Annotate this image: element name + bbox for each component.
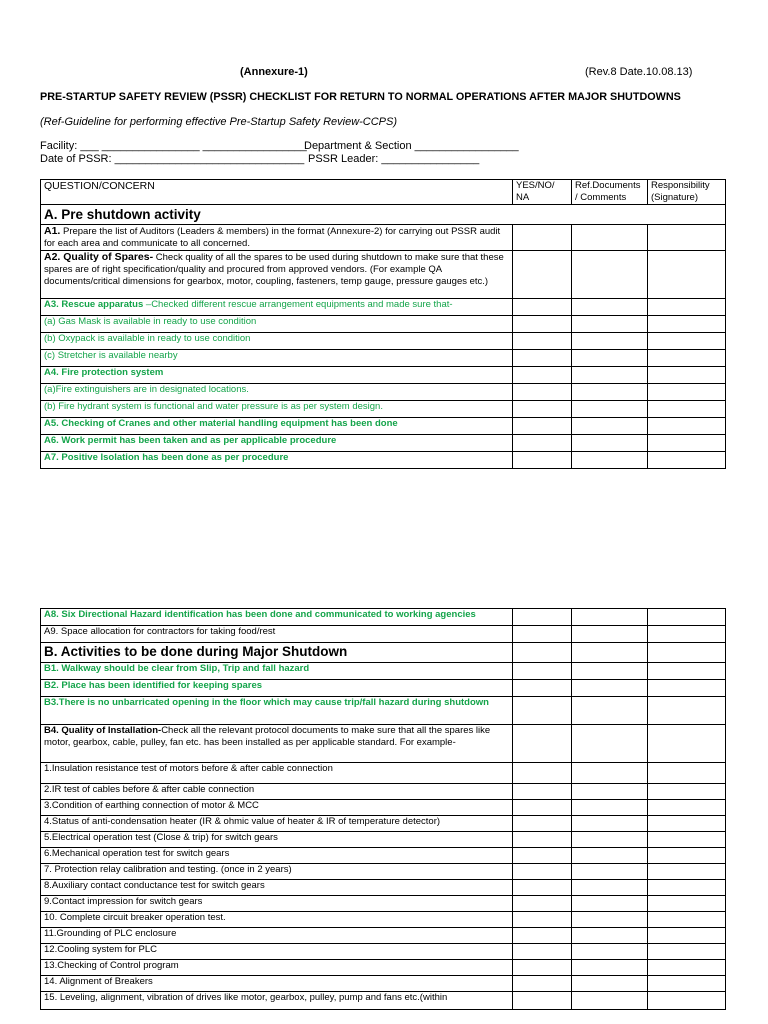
comments-cell[interactable]	[572, 848, 648, 864]
comments-cell[interactable]	[572, 680, 648, 697]
table-row: B3.There is no unbarricated opening in the floor which may cause trip/fall hazard during shutdown	[41, 697, 726, 725]
signature-cell[interactable]	[648, 912, 726, 928]
column-question: QUESTION/CONCERN	[41, 180, 513, 205]
comments-cell[interactable]	[572, 725, 648, 763]
comments-cell[interactable]	[572, 418, 648, 435]
comments-cell[interactable]	[572, 350, 648, 367]
revision-label: (Rev.8 Date.10.08.13)	[585, 66, 693, 78]
table-row: (c) Stretcher is available nearby	[41, 350, 726, 367]
yesno-cell[interactable]	[513, 832, 572, 848]
column-yesno: YES/NO/ NA	[513, 180, 572, 205]
signature-cell[interactable]	[648, 928, 726, 944]
facility-field: Facility: ___ ________________ _________________	[40, 140, 307, 152]
table-row: A4. Fire protection system	[41, 367, 726, 384]
comments-cell[interactable]	[572, 992, 648, 1010]
table-row: A7. Positive Isolation has been done as per procedure	[41, 452, 726, 469]
table-row: 6.Mechanical operation test for switch gears	[41, 848, 726, 864]
comments-cell[interactable]	[572, 401, 648, 418]
table-row: 13.Checking of Control program	[41, 960, 726, 976]
signature-cell[interactable]	[648, 697, 726, 725]
comments-cell[interactable]	[572, 864, 648, 880]
yesno-cell[interactable]	[513, 333, 572, 350]
table-row: (b) Oxypack is available in ready to use condition	[41, 333, 726, 350]
yesno-cell[interactable]	[513, 251, 572, 299]
column-responsibility: Responsibility (Signature)	[648, 180, 726, 205]
table-row: A3. Rescue apparatus –Checked different rescue arrangement equipments and made sure that-	[41, 299, 726, 316]
table-row: 2.IR test of cables before & after cable connection	[41, 784, 726, 800]
table-row: (b) Fire hydrant system is functional and water pressure is as per system design.	[41, 401, 726, 418]
yesno-cell[interactable]	[513, 452, 572, 469]
signature-cell[interactable]	[648, 848, 726, 864]
date-field: Date of PSSR: _______________________________	[40, 153, 305, 165]
signature-cell[interactable]	[648, 680, 726, 697]
checklist-table-2	[40, 608, 726, 1010]
yesno-cell[interactable]	[513, 848, 572, 864]
signature-cell[interactable]	[648, 401, 726, 418]
reference-line: (Ref-Guideline for performing effective Pre-Startup Safety Review-CCPS)	[40, 116, 398, 128]
comments-cell[interactable]	[572, 896, 648, 912]
signature-cell[interactable]	[648, 251, 726, 299]
table-row: A8. Six Directional Hazard identification has been done and communicated to working agencies	[41, 609, 726, 626]
table-row: 10. Complete circuit breaker operation test.	[41, 912, 726, 928]
yesno-cell[interactable]	[513, 912, 572, 928]
yesno-cell[interactable]	[513, 784, 572, 800]
table-row: 11.Grounding of PLC enclosure	[41, 928, 726, 944]
comments-cell[interactable]	[572, 316, 648, 333]
yesno-cell[interactable]	[513, 896, 572, 912]
comments-cell[interactable]	[572, 763, 648, 784]
yesno-cell[interactable]	[513, 976, 572, 992]
yesno-cell[interactable]	[513, 384, 572, 401]
yesno-cell[interactable]	[513, 367, 572, 384]
signature-cell[interactable]	[648, 864, 726, 880]
signature-cell[interactable]	[648, 976, 726, 992]
comments-cell[interactable]	[572, 626, 648, 643]
signature-cell[interactable]	[648, 880, 726, 896]
yesno-cell[interactable]	[513, 609, 572, 626]
signature-cell[interactable]	[648, 452, 726, 469]
yesno-cell[interactable]	[513, 725, 572, 763]
section-b-title: B. Activities to be done during Major Shutdown	[44, 644, 348, 659]
yesno-cell[interactable]	[513, 864, 572, 880]
comments-cell[interactable]	[572, 960, 648, 976]
comments-cell[interactable]	[572, 452, 648, 469]
table-row: 3.Condition of earthing connection of motor & MCC	[41, 800, 726, 816]
signature-cell[interactable]	[648, 418, 726, 435]
yesno-cell[interactable]	[513, 816, 572, 832]
comments-cell[interactable]	[572, 435, 648, 452]
table-row: A1. Prepare the list of Auditors (Leaders & members) in the format (Annexure-2) for carrying out PSSR audit for each area and communicate to all concerned.	[41, 225, 726, 251]
comments-cell[interactable]	[572, 225, 648, 251]
comments-cell[interactable]	[572, 299, 648, 316]
comments-cell[interactable]	[572, 251, 648, 299]
signature-cell[interactable]	[648, 816, 726, 832]
signature-cell[interactable]	[648, 299, 726, 316]
signature-cell[interactable]	[648, 960, 726, 976]
section-b-row	[41, 643, 726, 663]
yesno-cell[interactable]	[513, 299, 572, 316]
comments-cell[interactable]	[572, 333, 648, 350]
yesno-cell[interactable]	[513, 435, 572, 452]
table-row: B2. Place has been identified for keeping spares	[41, 680, 726, 697]
department-field: Department & Section _________________	[304, 140, 519, 152]
signature-cell[interactable]	[648, 784, 726, 800]
yesno-cell[interactable]	[513, 316, 572, 333]
leader-field: PSSR Leader: ________________	[308, 153, 480, 165]
comments-cell[interactable]	[572, 800, 648, 816]
yesno-cell[interactable]	[513, 401, 572, 418]
table-row: B4. Quality of Installation-Check all the relevant protocol documents to make sure that all the spares like motor, gearbox, cable, pulley, fan etc. has been installed as per applicable standard. For example-	[41, 725, 726, 763]
comments-cell[interactable]	[572, 928, 648, 944]
yesno-cell[interactable]	[513, 225, 572, 251]
comments-cell[interactable]	[572, 784, 648, 800]
signature-cell[interactable]	[648, 609, 726, 626]
signature-cell[interactable]	[648, 725, 726, 763]
signature-cell[interactable]	[648, 944, 726, 960]
table-header-row	[41, 180, 726, 205]
yesno-cell[interactable]	[513, 350, 572, 367]
yesno-cell[interactable]	[513, 928, 572, 944]
table-row: (a)Fire extinguishers are in designated locations.	[41, 384, 726, 401]
comments-cell[interactable]	[572, 912, 648, 928]
table-row: 8.Auxiliary contact conductance test for switch gears	[41, 880, 726, 896]
signature-cell[interactable]	[648, 800, 726, 816]
signature-cell[interactable]	[648, 384, 726, 401]
signature-cell[interactable]	[648, 763, 726, 784]
table-row: A6. Work permit has been taken and as per applicable procedure	[41, 435, 726, 452]
comments-cell[interactable]	[572, 944, 648, 960]
document-title: PRE-STARTUP SAFETY REVIEW (PSSR) CHECKLIST FOR RETURN TO NORMAL OPERATIONS AFTER MAJOR SHUTDOWNS	[40, 91, 681, 103]
yesno-cell[interactable]	[513, 626, 572, 643]
comments-cell[interactable]	[572, 367, 648, 384]
table-row: 14. Alignment of Breakers	[41, 976, 726, 992]
comments-cell[interactable]	[572, 816, 648, 832]
comments-cell[interactable]	[572, 832, 648, 848]
yesno-cell[interactable]	[513, 763, 572, 784]
signature-cell[interactable]	[648, 896, 726, 912]
table-row: 1.Insulation resistance test of motors before & after cable connection	[41, 763, 726, 784]
table-row: A9. Space allocation for contractors for taking food/rest	[41, 626, 726, 643]
table-row: (a) Gas Mask is available in ready to use condition	[41, 316, 726, 333]
signature-cell[interactable]	[648, 367, 726, 384]
signature-cell[interactable]	[648, 992, 726, 1010]
signature-cell[interactable]	[648, 225, 726, 251]
table-row: 7. Protection relay calibration and testing. (once in 2 years)	[41, 864, 726, 880]
signature-cell[interactable]	[648, 316, 726, 333]
column-refdocs: Ref.Documents / Comments	[572, 180, 648, 205]
table-row: 9.Contact impression for switch gears	[41, 896, 726, 912]
yesno-cell[interactable]	[513, 680, 572, 697]
table-row: 12.Cooling system for PLC	[41, 944, 726, 960]
comments-cell[interactable]	[572, 976, 648, 992]
signature-cell[interactable]	[648, 832, 726, 848]
table-row: 5.Electrical operation test (Close & trip) for switch gears	[41, 832, 726, 848]
yesno-cell[interactable]	[513, 880, 572, 896]
table-row: 15. Leveling, alignment, vibration of drives like motor, gearbox, pulley, pump and fans etc.(within	[41, 992, 726, 1010]
yesno-cell[interactable]	[513, 800, 572, 816]
yesno-cell[interactable]	[513, 944, 572, 960]
comments-cell[interactable]	[572, 697, 648, 725]
annexure-label: (Annexure-1)	[240, 66, 308, 78]
table-row: A5. Checking of Cranes and other material handling equipment has been done	[41, 418, 726, 435]
checklist-table-1	[40, 179, 726, 469]
yesno-cell[interactable]	[513, 663, 572, 680]
signature-cell[interactable]	[648, 663, 726, 680]
signature-cell[interactable]	[648, 626, 726, 643]
yesno-cell[interactable]	[513, 960, 572, 976]
signature-cell[interactable]	[648, 333, 726, 350]
comments-cell[interactable]	[572, 880, 648, 896]
section-a-title: A. Pre shutdown activity	[44, 207, 201, 222]
signature-cell[interactable]	[648, 350, 726, 367]
table-row: 4.Status of anti-condensation heater (IR & ohmic value of heater & IR of temperature detector)	[41, 816, 726, 832]
yesno-cell[interactable]	[513, 418, 572, 435]
comments-cell[interactable]	[572, 609, 648, 626]
table-row: B1. Walkway should be clear from Slip, Trip and fall hazard	[41, 663, 726, 680]
comments-cell[interactable]	[572, 663, 648, 680]
signature-cell[interactable]	[648, 435, 726, 452]
section-a-row	[41, 205, 726, 225]
yesno-cell[interactable]	[513, 697, 572, 725]
yesno-cell[interactable]	[513, 992, 572, 1010]
comments-cell[interactable]	[572, 384, 648, 401]
table-row: A2. Quality of Spares- Check quality of all the spares to be used during shutdown to make sure that these spares are of right specification/quality and procured from approved vendors. (For example QA documents/critical dimensions for gearbox, motor, coupling, fasteners, temp gauge, pressure gauges etc.)	[41, 251, 726, 299]
